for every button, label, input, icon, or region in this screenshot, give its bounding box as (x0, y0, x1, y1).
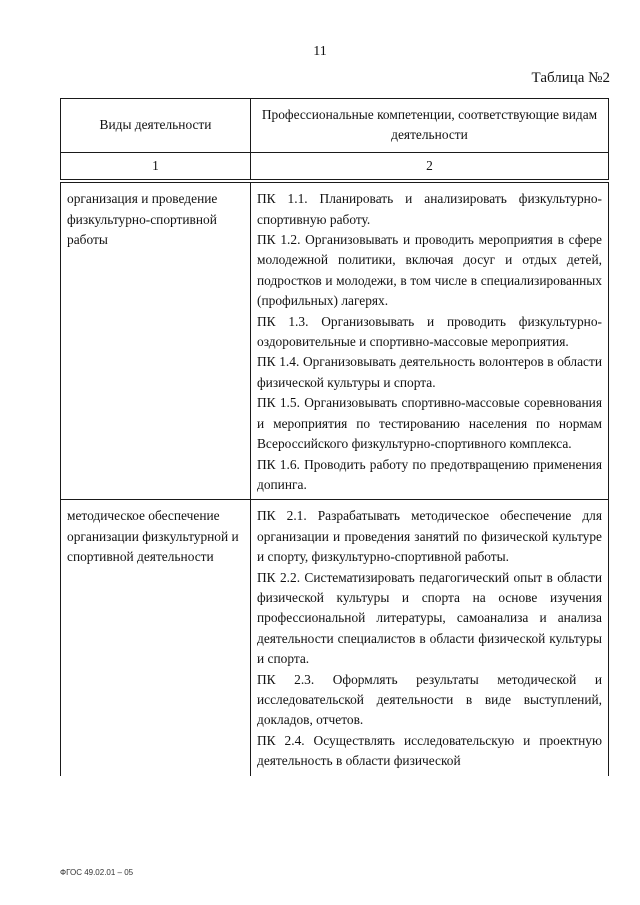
competency-item: ПК 1.3. Организовывать и проводить физкультурно-оздоровительные и спортивно-массовые мероприятия. (257, 313, 602, 350)
table-row (61, 181, 609, 500)
header-activity-types: Виды деятельности (61, 99, 251, 153)
competency-item: ПК 1.6. Проводить работу по предотвращению применения допинга. (257, 456, 602, 492)
competency-item: ПК 2.4. Осуществлять исследовательскую и проектную деятельность в области физической (257, 732, 602, 769)
competency-item: ПК 1.2. Организовывать и проводить мероприятия в сфере молодежной политики, включая досуг и отдых детей, подростков и молодежи, в том числе в специализированных (профильных) лагерях. (257, 232, 602, 309)
table-row (61, 500, 609, 776)
competency-item: ПК 2.3. Оформлять результаты методической и исследовательской деятельности в виде выступлений, докладов, отчетов. (257, 671, 602, 728)
column-number-2: 2 (251, 152, 609, 181)
activity-cell: организация и проведение физкультурно-спортивной работы (61, 181, 251, 500)
table-header-row (61, 99, 609, 153)
competency-item: ПК 1.5. Организовывать спортивно-массовые соревнования и мероприятия по тестированию населения по нормам Всероссийского физкультурно-спортивного комплекса. (257, 395, 602, 452)
document-footer: ФГОС 49.02.01 – 05 (60, 868, 134, 877)
competency-item: ПК 2.2. Систематизировать педагогический опыт в области физической культуры и спорта на основе изучения профессиональной литературы, самоанализа и анализа деятельности специалистов в области физической культуры и спорта. (257, 569, 602, 667)
competencies-table (60, 98, 609, 776)
competencies-cell (251, 500, 609, 776)
competencies-cell (251, 181, 609, 500)
competency-item: ПК 1.1. Планировать и анализировать физкультурно-спортивную работу. (257, 191, 602, 227)
column-number-row (61, 152, 609, 181)
table-caption: Таблица №2 (531, 70, 610, 86)
header-competencies: Профессиональные компетенции, соответствующие видам деятельности (251, 99, 609, 153)
competency-item: ПК 2.1. Разрабатывать методическое обеспечение для организации и проведения занятий по физической культуре и спорту, физкультурно-спортивной работы. (257, 508, 602, 565)
column-number-1: 1 (61, 152, 251, 181)
page-number: 11 (313, 44, 327, 59)
activity-cell: методическое обеспечение организации физкультурной и спортивной деятельности (61, 500, 251, 776)
competency-item: ПК 1.4. Организовывать деятельность волонтеров в области физической культуры и спорта. (257, 354, 602, 390)
